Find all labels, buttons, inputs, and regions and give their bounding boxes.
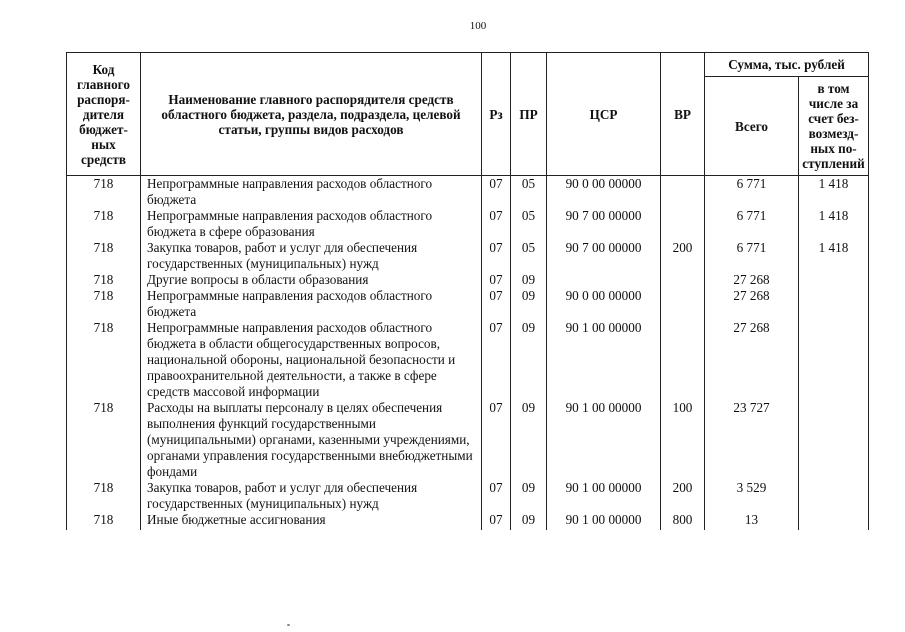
cell-total: 27 268 <box>705 288 799 320</box>
table-row <box>67 272 869 288</box>
cell-free: 1 418 <box>799 240 869 272</box>
table-body <box>67 176 869 531</box>
cell-name: Непрограммные направления расходов областного бюджета <box>141 288 482 320</box>
cell-vr <box>661 176 705 209</box>
cell-total: 6 771 <box>705 240 799 272</box>
cell-name: Другие вопросы в области образования <box>141 272 482 288</box>
cell-total: 3 529 <box>705 480 799 512</box>
cell-pr: 05 <box>511 176 547 209</box>
header-pr: ПР <box>511 53 547 176</box>
cell-free <box>799 288 869 320</box>
cell-pr: 09 <box>511 288 547 320</box>
cell-vr: 800 <box>661 512 705 530</box>
cell-pr: 09 <box>511 480 547 512</box>
cell-csr: 90 7 00 00000 <box>547 240 661 272</box>
cell-csr <box>547 272 661 288</box>
cell-vr: 200 <box>661 240 705 272</box>
cell-name: Расходы на выплаты персоналу в целях обеспечения выполнения функций государственными (муниципальными) органами, казенными учреждениями, органами управления государственными внебюджетными фондами <box>141 400 482 480</box>
cell-free <box>799 320 869 400</box>
table-row <box>67 240 869 272</box>
cell-code: 718 <box>67 240 141 272</box>
cell-pr: 09 <box>511 272 547 288</box>
cell-free: 1 418 <box>799 176 869 209</box>
cell-csr: 90 1 00 00000 <box>547 480 661 512</box>
cell-name: Непрограммные направления расходов областного бюджета <box>141 176 482 209</box>
cell-total: 23 727 <box>705 400 799 480</box>
cell-rz: 07 <box>482 240 511 272</box>
cell-csr: 90 1 00 00000 <box>547 512 661 530</box>
cell-name: Закупка товаров, работ и услуг для обеспечения государственных (муниципальных) нужд <box>141 480 482 512</box>
cell-vr <box>661 272 705 288</box>
cell-name: Иные бюджетные ассигнования <box>141 512 482 530</box>
cell-free <box>799 272 869 288</box>
cell-code: 718 <box>67 480 141 512</box>
cell-code: 718 <box>67 512 141 530</box>
header-free: в том числе за счет без-возмезд-ных по-ступлений <box>799 77 869 176</box>
table-row <box>67 512 869 530</box>
cell-rz: 07 <box>482 176 511 209</box>
cell-vr: 200 <box>661 480 705 512</box>
header-name: Наименование главного распорядителя средств областного бюджета, раздела, подраздела, целевой статьи, группы видов расходов <box>141 53 482 176</box>
cell-rz: 07 <box>482 288 511 320</box>
cell-code: 718 <box>67 400 141 480</box>
table-row <box>67 288 869 320</box>
cell-csr: 90 1 00 00000 <box>547 400 661 480</box>
budget-table <box>66 52 869 530</box>
header-total: Всего <box>705 77 799 176</box>
cell-rz: 07 <box>482 208 511 240</box>
cell-pr: 05 <box>511 240 547 272</box>
cell-free <box>799 512 869 530</box>
table-row <box>67 176 869 209</box>
cell-pr: 09 <box>511 400 547 480</box>
cell-pr: 09 <box>511 512 547 530</box>
cell-total: 13 <box>705 512 799 530</box>
cell-vr <box>661 208 705 240</box>
cell-rz: 07 <box>482 512 511 530</box>
cell-name: Закупка товаров, работ и услуг для обеспечения государственных (муниципальных) нужд <box>141 240 482 272</box>
scan-speck <box>287 624 290 626</box>
cell-name: Непрограммные направления расходов областного бюджета в области общегосударственных вопросов, национальной обороны, национальной безопасности и правоохранительной деятельности, а также в сфере средств массовой информации <box>141 320 482 400</box>
table-row <box>67 400 869 480</box>
cell-total: 27 268 <box>705 320 799 400</box>
cell-free <box>799 480 869 512</box>
page-number: 100 <box>469 20 487 32</box>
cell-csr: 90 1 00 00000 <box>547 320 661 400</box>
cell-free <box>799 400 869 480</box>
cell-total: 6 771 <box>705 176 799 209</box>
table-row <box>67 480 869 512</box>
cell-rz: 07 <box>482 320 511 400</box>
cell-vr: 100 <box>661 400 705 480</box>
cell-rz: 07 <box>482 480 511 512</box>
table-row <box>67 208 869 240</box>
cell-rz: 07 <box>482 272 511 288</box>
header-sum-group: Сумма, тыс. рублей <box>705 53 869 77</box>
cell-total: 27 268 <box>705 272 799 288</box>
header-vr: ВР <box>661 53 705 176</box>
cell-total: 6 771 <box>705 208 799 240</box>
cell-vr <box>661 288 705 320</box>
cell-free: 1 418 <box>799 208 869 240</box>
cell-csr: 90 0 00 00000 <box>547 288 661 320</box>
header-csr: ЦСР <box>547 53 661 176</box>
cell-vr <box>661 320 705 400</box>
table-row <box>67 320 869 400</box>
cell-rz: 07 <box>482 400 511 480</box>
table-header <box>67 53 869 176</box>
cell-code: 718 <box>67 288 141 320</box>
header-code: Код главного распоря-дителя бюджет-ных средств <box>67 53 141 176</box>
cell-code: 718 <box>67 208 141 240</box>
cell-csr: 90 0 00 00000 <box>547 176 661 209</box>
cell-name: Непрограммные направления расходов областного бюджета в сфере образования <box>141 208 482 240</box>
cell-pr: 09 <box>511 320 547 400</box>
cell-code: 718 <box>67 176 141 209</box>
cell-code: 718 <box>67 320 141 400</box>
cell-code: 718 <box>67 272 141 288</box>
cell-pr: 05 <box>511 208 547 240</box>
cell-csr: 90 7 00 00000 <box>547 208 661 240</box>
header-rz: Рз <box>482 53 511 176</box>
